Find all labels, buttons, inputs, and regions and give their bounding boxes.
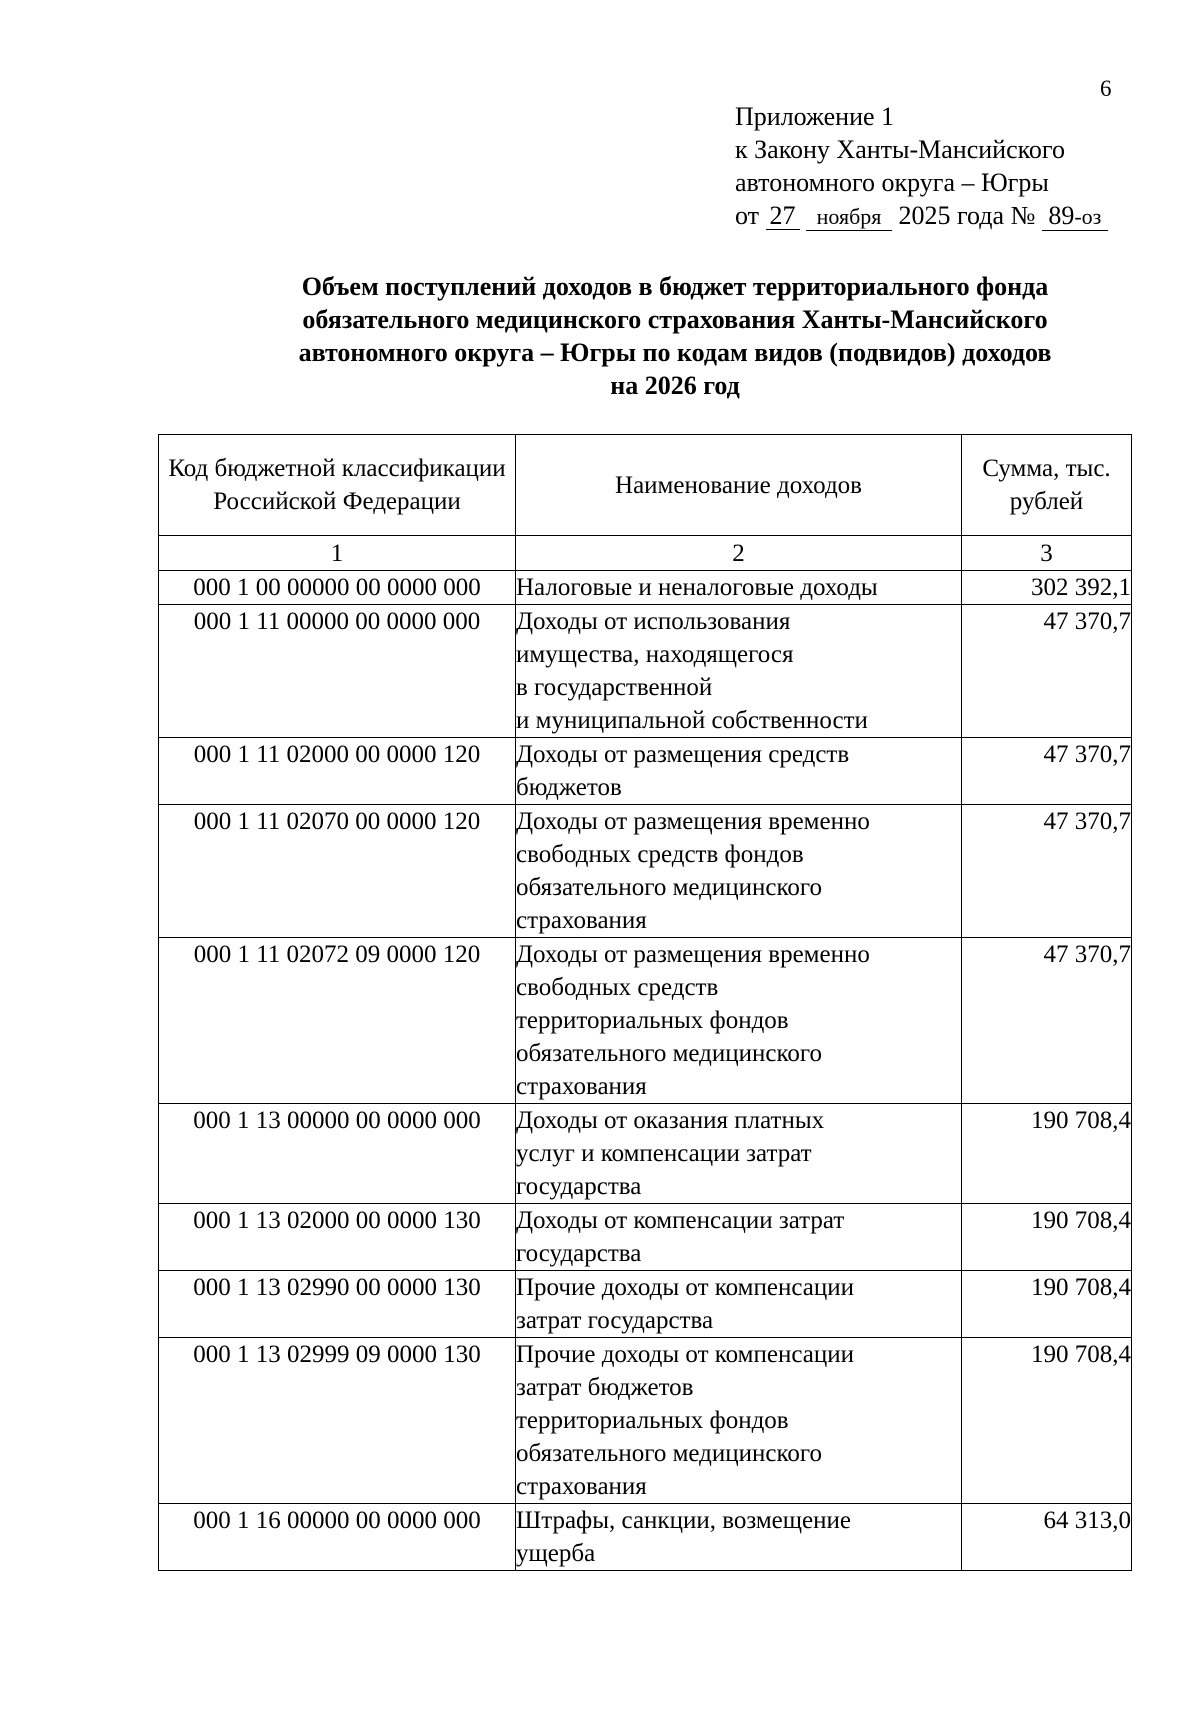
appendix-line-2: к Закону Ханты-Мансийского — [735, 135, 1065, 164]
row-sum: 47 370,7 — [962, 605, 1132, 738]
header-code: Код бюджетной классификации Российской Федерации — [159, 435, 516, 536]
law-number-suffix: -оз — [1074, 204, 1102, 229]
row-name — [516, 605, 962, 738]
row-sum: 190 708,4 — [962, 1338, 1132, 1504]
row-name-line: Доходы от размещения временно — [516, 941, 870, 968]
row-name-line: Доходы от компенсации затрат — [516, 1207, 845, 1234]
appendix-header — [735, 100, 1108, 232]
row-name-line: свободных средств фондов — [516, 841, 804, 868]
row-name-line: и муниципальной собственности — [516, 707, 868, 734]
row-name — [516, 1204, 962, 1271]
row-name-line: Доходы от размещения временно — [516, 808, 870, 835]
row-name-line: свободных средств — [516, 974, 719, 1001]
date-month: ноября — [806, 204, 892, 231]
appendix-date-line — [735, 199, 1108, 232]
row-name-line: затрат государства — [516, 1307, 714, 1334]
row-name-line: в государственной — [516, 674, 713, 701]
row-name-line: территориальных фондов — [516, 1407, 789, 1434]
header-name: Наименование доходов — [516, 435, 962, 536]
row-name — [516, 1504, 962, 1571]
date-day: 27 — [766, 203, 800, 230]
row-name-line: Налоговые и неналоговые доходы — [516, 574, 878, 601]
row-name-line: затрат бюджетов — [516, 1374, 694, 1401]
row-name-line: государства — [516, 1240, 642, 1267]
row-sum: 47 370,7 — [962, 938, 1132, 1104]
row-name-line: обязательного медицинского — [516, 1040, 823, 1067]
row-name-line: Доходы от оказания платных — [516, 1107, 825, 1134]
row-code: 000 1 11 02070 00 0000 120 — [159, 805, 516, 938]
row-name — [516, 571, 962, 605]
table-row — [159, 1104, 1132, 1204]
title-line: автономного округа – Югры по кодам видов (подвидов) доходов — [298, 338, 1052, 367]
row-code: 000 1 13 02000 00 0000 130 — [159, 1204, 516, 1271]
row-name-line: Доходы от использования — [516, 608, 791, 635]
row-sum: 190 708,4 — [962, 1271, 1132, 1338]
row-name-line: услуг и компенсации затрат — [516, 1140, 812, 1167]
row-code: 000 1 16 00000 00 0000 000 — [159, 1504, 516, 1571]
row-name — [516, 1338, 962, 1504]
row-name-line: территориальных фондов — [516, 1007, 789, 1034]
row-sum: 47 370,7 — [962, 805, 1132, 938]
row-sum: 47 370,7 — [962, 738, 1132, 805]
row-sum: 190 708,4 — [962, 1104, 1132, 1204]
appendix-line-3: автономного округа – Югры — [735, 168, 1049, 197]
page-number: 6 — [1100, 76, 1112, 101]
row-name — [516, 805, 962, 938]
date-prefix: от — [735, 201, 760, 230]
header-sum: Сумма, тыс. рублей — [962, 435, 1132, 536]
row-name-line: ущерба — [516, 1540, 596, 1567]
table-header-row — [159, 435, 1132, 536]
column-number-2: 2 — [516, 536, 962, 571]
row-name-line: Прочие доходы от компенсации — [516, 1341, 854, 1368]
table-row — [159, 938, 1132, 1104]
row-name — [516, 1104, 962, 1204]
date-year: 2025 года № — [898, 201, 1036, 230]
row-code: 000 1 11 02072 09 0000 120 — [159, 938, 516, 1104]
income-table — [158, 434, 1132, 1571]
row-name-line: Прочие доходы от компенсации — [516, 1274, 854, 1301]
table-row — [159, 1204, 1132, 1271]
law-number — [1042, 203, 1108, 231]
row-code: 000 1 13 02999 09 0000 130 — [159, 1338, 516, 1504]
title-line: Объем поступлений доходов в бюджет территориального фонда — [301, 272, 1049, 301]
row-name — [516, 1271, 962, 1338]
table-row — [159, 1271, 1132, 1338]
row-name — [516, 738, 962, 805]
row-name-line: Штрафы, санкции, возмещение — [516, 1507, 851, 1534]
row-code: 000 1 11 00000 00 0000 000 — [159, 605, 516, 738]
title-line: на 2026 год — [610, 371, 740, 400]
row-name-line: Доходы от размещения средств — [516, 741, 850, 768]
row-name-line: обязательного медицинского — [516, 1440, 823, 1467]
row-code: 000 1 13 00000 00 0000 000 — [159, 1104, 516, 1204]
law-number-value: 89 — [1048, 201, 1075, 230]
row-code: 000 1 11 02000 00 0000 120 — [159, 738, 516, 805]
row-name-line: имущества, находящегося — [516, 641, 794, 668]
column-number-3: 3 — [962, 536, 1132, 571]
row-sum: 64 313,0 — [962, 1504, 1132, 1571]
table-row — [159, 1504, 1132, 1571]
column-number-1: 1 — [159, 536, 516, 571]
table-row — [159, 1338, 1132, 1504]
row-sum: 302 392,1 — [962, 571, 1132, 605]
row-name-line: обязательного медицинского — [516, 874, 823, 901]
row-name — [516, 938, 962, 1104]
column-number-row — [159, 536, 1132, 571]
row-code: 000 1 00 00000 00 0000 000 — [159, 571, 516, 605]
row-name-line: страхования — [516, 1073, 647, 1100]
table-row — [159, 738, 1132, 805]
row-code: 000 1 13 02990 00 0000 130 — [159, 1271, 516, 1338]
row-name-line: страхования — [516, 907, 647, 934]
row-name-line: государства — [516, 1173, 642, 1200]
row-sum: 190 708,4 — [962, 1204, 1132, 1271]
table-row — [159, 571, 1132, 605]
table-row — [159, 605, 1132, 738]
row-name-line: страхования — [516, 1473, 647, 1500]
appendix-line-1: Приложение 1 — [735, 102, 895, 131]
table-row — [159, 805, 1132, 938]
row-name-line: бюджетов — [516, 774, 622, 801]
title-line: обязательного медицинского страхования Ханты-Мансийского — [302, 305, 1048, 334]
document-title — [150, 270, 1200, 402]
